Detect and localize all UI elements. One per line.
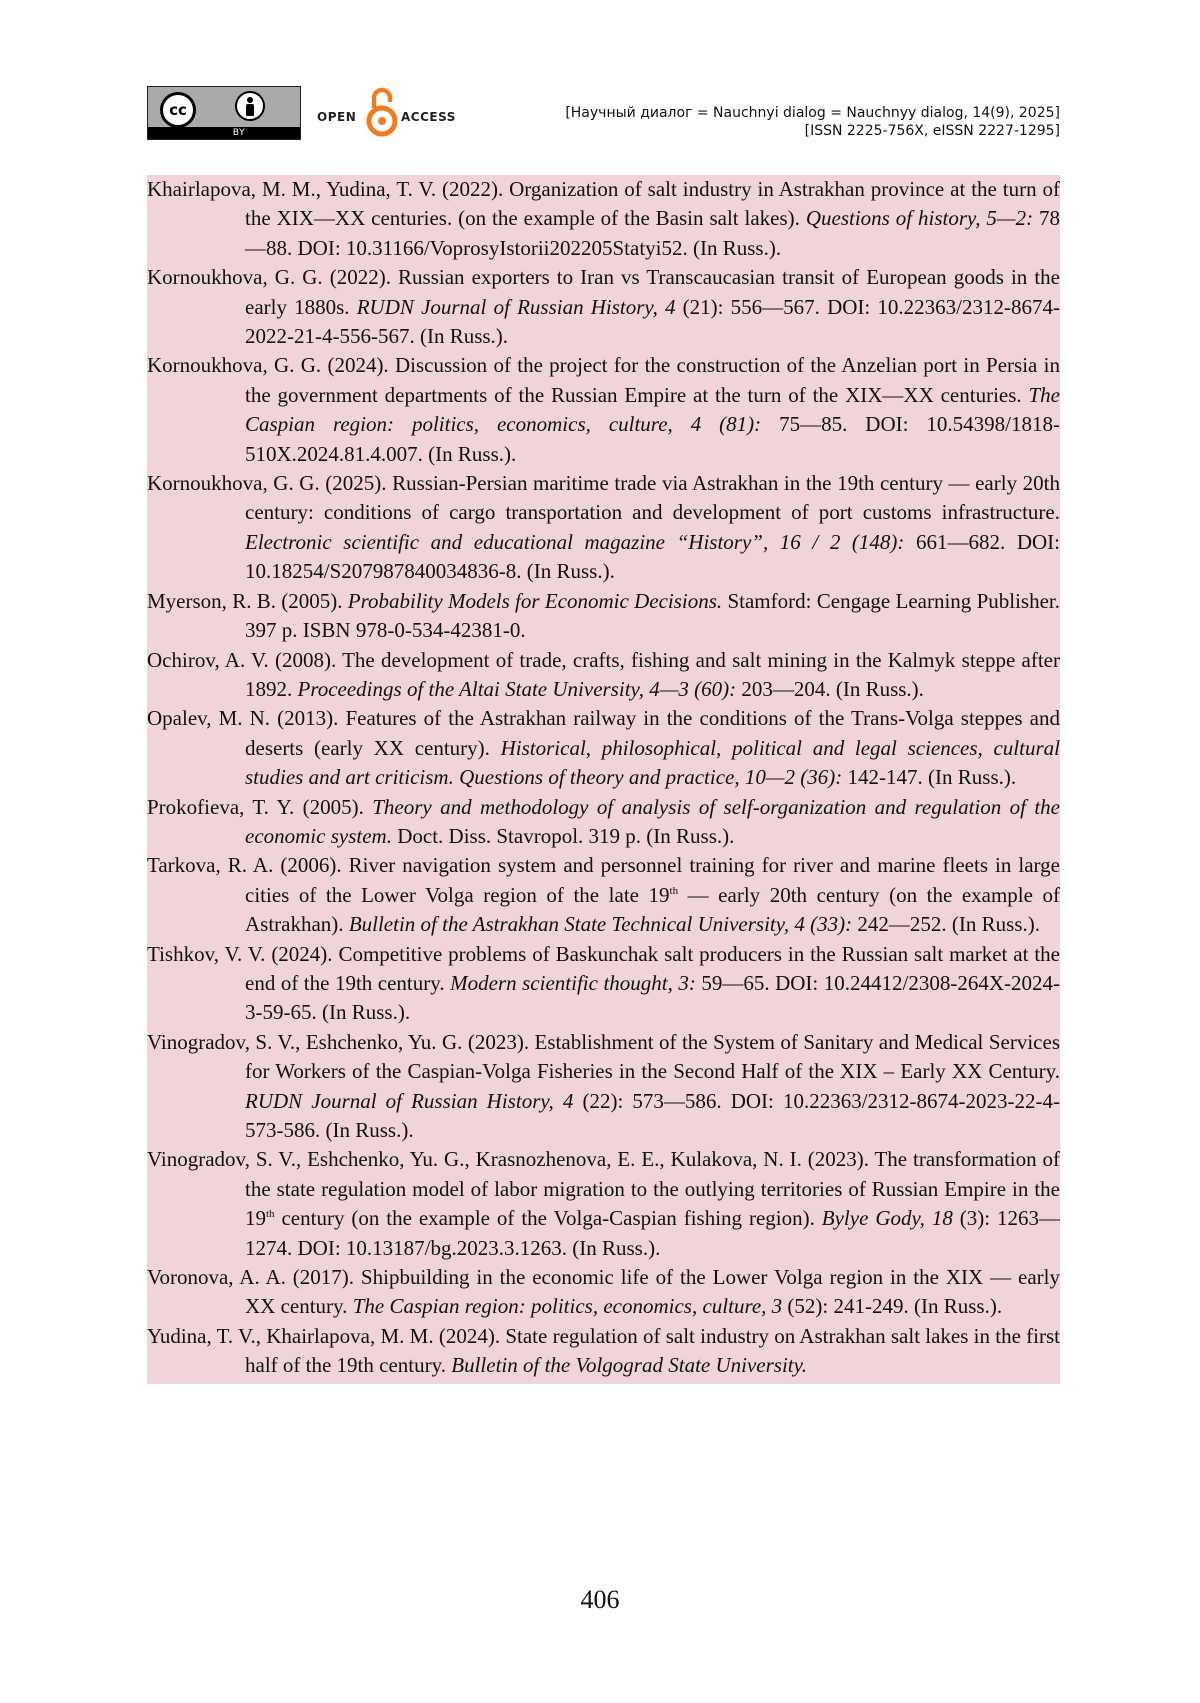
- reference-text: Kornoukhova, G. G. (2025). Russian-Persian maritime trade via Astrakhan in the 19th century — early 20th century: conditions of cargo transportation and development of port customs infrastructure.: [147, 471, 1060, 525]
- reference-details: 142-147. (In Russ.).: [842, 765, 1017, 790]
- journal-citation: [565, 104, 1060, 140]
- reference-details: 75—85. DOI: 10.54398/1818-510X.2024.81.4.007. (In Russ.).: [245, 412, 1060, 466]
- reference-entry: [147, 175, 1060, 263]
- reference-text: Voronova, A. A. (2017). Shipbuilding in the economic life of the Lower Volga region in the XIX — early XX century.: [147, 1265, 1060, 1319]
- reference-source-title: Bylye Gody, 18: [821, 1206, 953, 1231]
- reference-text: Opalev, M. N. (2013). Features of the Astrakhan railway in the conditions of the Trans-Volga steppes and deserts (early XX century).: [147, 706, 1060, 760]
- reference-details: Stamford: Cengage Learning Publisher. 397 p. ISBN 978-0-534-42381-0.: [245, 588, 1060, 643]
- reference-details: Doct. Diss. Stavropol. 319 p. (In Russ.).: [391, 823, 735, 848]
- open-access-access-label: ACCESS: [401, 110, 456, 124]
- reference-text-continued: — early 20th century (on the example of Astrakhan).: [245, 882, 1060, 937]
- reference-entry: [147, 351, 1060, 469]
- reference-text: Tarkova, R. A. (2006). River navigation system and personnel training for river and marine fleets in large cities of the Lower Volga region of the late 19: [147, 853, 1060, 907]
- reference-details: (22): 573—586. DOI: 10.22363/2312-8674-2023-22-4-573-586. (In Russ.).: [245, 1088, 1061, 1142]
- reference-text: Vinogradov, S. V., Eshchenko, Yu. G., Krasnozhenova, E. E., Kulakova, N. I. (2023). The transformation of the state regulation model of labor migration to the outlying territories of Russian Empire in the 19: [147, 1147, 1060, 1231]
- reference-text: Kornoukhova, G. G. (2022). Russian exporters to Iran vs Transcaucasian transit of European goods in the early 1880s.: [147, 265, 1060, 319]
- reference-superscript: th: [266, 1208, 275, 1221]
- reference-source-title: Electronic scientific and educational magazine “History”, 16 / 2 (148):: [245, 529, 905, 554]
- reference-source-title: Bulletin of the Volgograd State University.: [451, 1353, 808, 1378]
- reference-details: 203—204. (In Russ.).: [736, 676, 924, 701]
- open-access-logo: [317, 86, 467, 140]
- reference-entry: [147, 646, 1060, 705]
- reference-text: Ochirov, A. V. (2008). The development of trade, crafts, fishing and salt mining in the Kalmyk steppe after 1892.: [147, 647, 1060, 701]
- reference-source-title: Theory and methodology of analysis of self-organization and regulation of the economic system.: [245, 794, 1061, 848]
- reference-entry: [147, 1322, 1060, 1381]
- reference-details: 661—682. DOI: 10.18254/S207987840034836-8. (In Russ.).: [245, 529, 1060, 584]
- reference-text: Prokofieva, T. Y. (2005).: [147, 794, 373, 819]
- references-list: [147, 175, 1060, 1384]
- open-access-lock-icon: [365, 86, 399, 138]
- reference-source-title: Probability Models for Economic Decisions.: [347, 588, 723, 613]
- reference-details: (3): 1263—1274. DOI: 10.13187/bg.2023.3.1263. (In Russ.).: [245, 1206, 1060, 1260]
- reference-entry: [147, 1263, 1060, 1322]
- reference-entry: [147, 1028, 1060, 1146]
- reference-entry: [147, 469, 1060, 587]
- reference-details: (21): 556—567. DOI: 10.22363/2312-8674-2022-21-4-556-567. (In Russ.).: [245, 294, 1060, 349]
- open-access-open-label: OPEN: [317, 110, 357, 124]
- license-by-label: BY: [232, 128, 246, 138]
- reference-text: Khairlapova, M. M., Yudina, T. V. (2022). Organization of salt industry in Astrakhan province at the turn of the XIX—XX centuries. (on the example of the Basin salt lakes).: [147, 177, 1060, 231]
- journal-citation-line: [Научный диалог = Nauchnyi dialog = Nauchnyy dialog, 14(9), 2025]: [565, 105, 1060, 121]
- reference-entry: [147, 940, 1060, 1028]
- reference-text: Tishkov, V. V. (2024). Competitive problems of Baskunchak salt producers in the Russian salt market at the end of the 19th century.: [147, 941, 1060, 995]
- reference-text: Kornoukhova, G. G. (2024). Discussion of the project for the construction of the Anzelian port in Persia in the government departments of the Russian Empire at the turn of the XIX—XX centuries.: [147, 353, 1060, 407]
- reference-source-title: Proceedings of the Altai State University, 4—3 (60):: [297, 676, 737, 701]
- reference-details: 242—252. (In Russ.).: [852, 912, 1040, 937]
- reference-source-title: Bulletin of the Astrakhan State Technical University, 4 (33):: [348, 912, 853, 937]
- reference-entry: [147, 263, 1060, 351]
- cc-by-license-badge[interactable]: [147, 86, 301, 140]
- reference-text-continued: century (on the example of the Volga-Caspian fishing region).: [274, 1206, 822, 1231]
- reference-source-title: Historical, philosophical, political and legal sciences, cultural studies and art criticism. Questions of theory and practice, 10—2 (36):: [245, 735, 1060, 790]
- reference-text: Yudina, T. V., Khairlapova, M. M. (2024). State regulation of salt industry on Astrakhan salt lakes in the first half of the 19th century.: [147, 1323, 1060, 1378]
- page-number: 406: [580, 1585, 620, 1614]
- reference-details: (52): 241-249. (In Russ.).: [782, 1294, 1003, 1319]
- reference-entry: [147, 1145, 1060, 1263]
- reference-details: 59—65. DOI: 10.24412/2308-264X-2024-3-59-65. (In Russ.).: [245, 970, 1060, 1025]
- reference-source-title: RUDN Journal of Russian History, 4: [356, 294, 676, 319]
- reference-entry: [147, 851, 1060, 939]
- journal-issn-line: [ISSN 2225-756X, eISSN 2227-1295]: [804, 123, 1060, 139]
- reference-superscript: th: [669, 884, 679, 897]
- attribution-person-icon: [235, 91, 265, 121]
- reference-details: 78—88. DOI: 10.31166/VoprosyIstorii202205Statyi52. (In Russ.).: [245, 206, 1060, 260]
- reference-entry: [147, 704, 1060, 792]
- reference-source-title: Questions of history, 5—2:: [805, 206, 1034, 231]
- reference-entry: [147, 587, 1060, 646]
- reference-source-title: The Caspian region: politics, economics, culture, 3: [352, 1294, 783, 1319]
- reference-source-title: The Caspian region: politics, economics, culture, 4 (81):: [245, 382, 1060, 437]
- reference-entry: [147, 793, 1060, 852]
- reference-source-title: RUDN Journal of Russian History, 4: [245, 1088, 574, 1113]
- reference-text: Vinogradov, S. V., Eshchenko, Yu. G. (2023). Establishment of the System of Sanitary and Medical Services for Workers of the Caspian-Volga Fisheries in the Second Half of the XIX – Early XX Century.: [147, 1029, 1060, 1084]
- creative-commons-icon: cc: [160, 92, 196, 128]
- reference-text: Myerson, R. B. (2005).: [147, 588, 348, 613]
- page-header: [147, 86, 1060, 142]
- reference-source-title: Modern scientific thought, 3:: [450, 970, 696, 995]
